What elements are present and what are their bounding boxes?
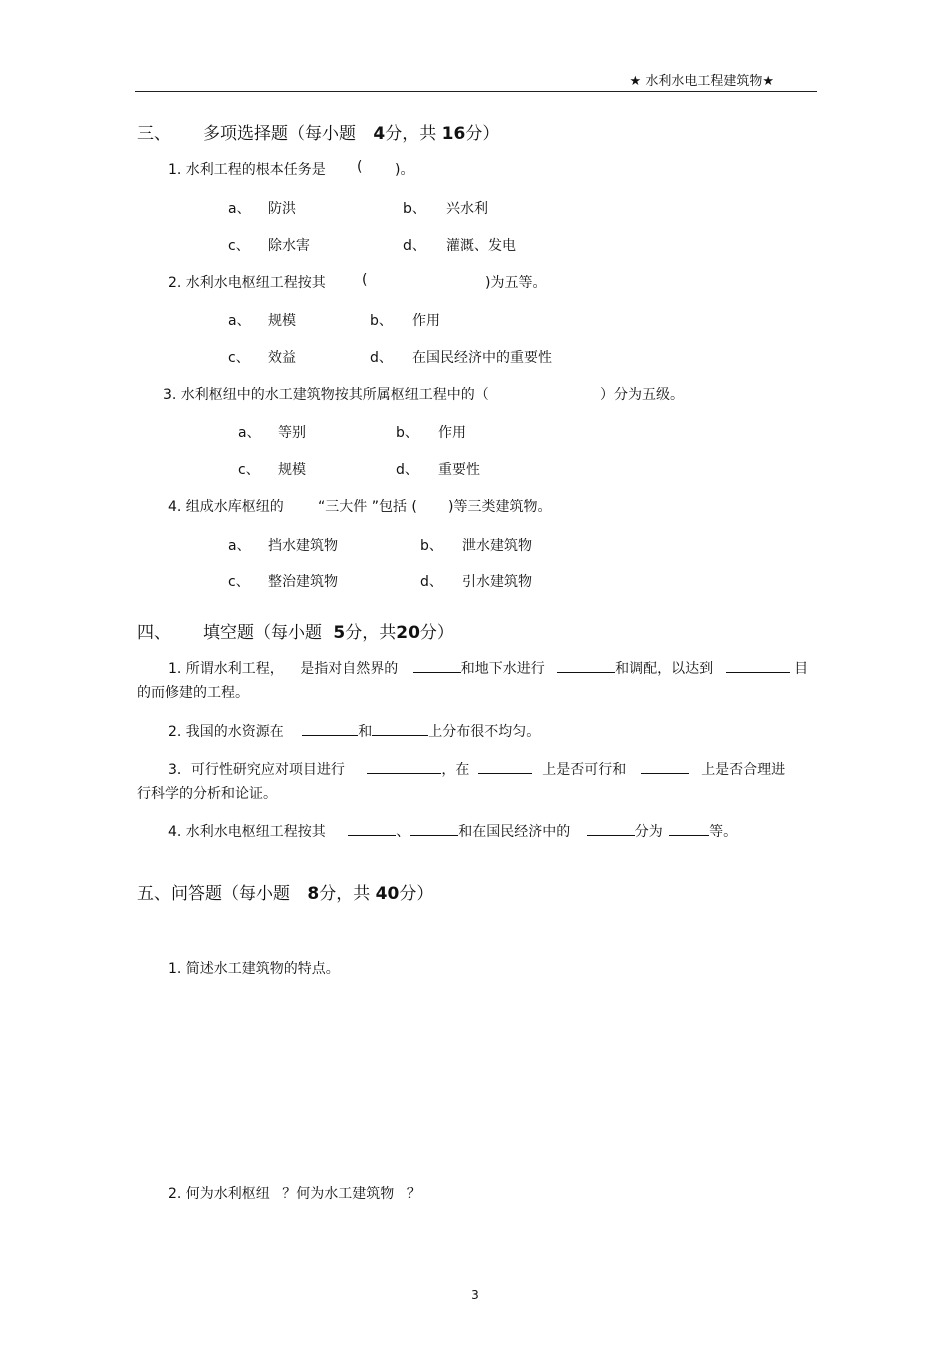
section-5-title-b: 分，共 — [319, 884, 371, 904]
header-title: ★ 水利水电工程建筑物★ — [629, 74, 774, 89]
section-5-total: 40 — [375, 884, 400, 904]
essay-q2-part-c: ？ — [406, 1186, 421, 1202]
option-letter: d、 — [396, 462, 419, 478]
question-3-3-paren-close: ）分为五级。 — [600, 387, 684, 403]
section-5-title — [137, 879, 433, 904]
option-text: 重要性 — [438, 462, 480, 478]
blank-line[interactable] — [587, 834, 635, 836]
section-3-title — [203, 119, 499, 144]
question-3-2-paren-open: ( — [362, 272, 368, 288]
option-text: 兴水利 — [446, 201, 488, 217]
fill-q4-part-e: 等。 — [709, 824, 738, 840]
question-3-4-quote: “三大件 ”包括 ( — [318, 499, 417, 515]
option-text: 整治建筑物 — [268, 574, 338, 590]
fill-q3-part-b: ，在 — [441, 762, 470, 778]
fill-q1-part-c: 和地下水进行 — [460, 661, 545, 677]
question-3-1: 1. 水利工程的根本任务是 — [168, 162, 326, 178]
fill-q4-part-c: 和在国民经济中的 — [458, 824, 571, 840]
section-3-total: 16 — [441, 124, 466, 144]
section-5-title-c: 分） — [399, 884, 434, 904]
blank-line[interactable] — [348, 834, 396, 836]
page-number: 3 — [471, 1288, 479, 1302]
option-letter: d、 — [403, 238, 426, 254]
option-letter: b、 — [370, 313, 393, 329]
header-divider — [135, 91, 817, 92]
fill-q4-part-a: 4. 水利水电枢纽工程按其 — [168, 824, 326, 840]
section-3-score: 4 — [373, 124, 386, 144]
question-3-4-tail: )等三类建筑物。 — [448, 499, 552, 515]
fill-q3-part-c: 上是否可行和 — [542, 762, 627, 778]
option-text: 效益 — [268, 350, 296, 366]
essay-q2-part-b: ？何为水工建筑物 — [282, 1186, 395, 1202]
fill-q1-part-e: 目 — [794, 661, 809, 677]
fill-q3-part-a: 3．可行性研究应对项目进行 — [168, 762, 345, 778]
option-letter: c、 — [228, 350, 250, 366]
option-letter: a、 — [238, 425, 261, 441]
section-4-total: 20 — [396, 623, 420, 643]
essay-question-2 — [168, 1183, 421, 1203]
section-4-title-a: 填空题（每小题 — [203, 623, 322, 643]
question-3-2-paren-close: )为五等。 — [485, 275, 547, 291]
question-3-4: 4. 组成水库枢纽的 — [168, 499, 284, 515]
option-text: 灌溉、发电 — [446, 238, 516, 254]
essay-q2-part-a: 2. 何为水利枢纽 — [168, 1186, 270, 1202]
blank-line[interactable] — [413, 671, 461, 673]
section-5-title-a: 五、问答题（每小题 — [137, 884, 290, 904]
fill-question-4 — [168, 821, 737, 841]
fill-q2-part-b: 和 — [358, 724, 373, 740]
option-text: 在国民经济中的重要性 — [412, 350, 552, 366]
section-4-title — [203, 618, 454, 643]
option-letter: a、 — [228, 538, 251, 554]
fill-q4-part-d: 分为 — [634, 824, 663, 840]
fill-q3-continuation: 行科学的分析和论证。 — [137, 786, 277, 802]
option-text: 引水建筑物 — [462, 574, 532, 590]
fill-q1-part-b: 是指对自然界的 — [300, 661, 399, 677]
question-3-1-paren-close: )。 — [395, 162, 415, 178]
option-letter: a、 — [228, 313, 251, 329]
blank-line[interactable] — [410, 834, 458, 836]
question-3-2: 2. 水利水电枢纽工程按其 — [168, 275, 326, 291]
blank-line[interactable] — [669, 834, 709, 836]
section-4-title-b: 分，共 — [345, 623, 397, 643]
blank-line[interactable] — [367, 772, 441, 774]
option-letter: c、 — [228, 574, 250, 590]
option-text: 作用 — [412, 313, 440, 329]
option-letter: b、 — [420, 538, 443, 554]
option-letter: b、 — [403, 201, 426, 217]
option-text: 泄水建筑物 — [462, 538, 532, 554]
section-4-score: 5 — [333, 623, 346, 643]
option-text: 规模 — [278, 462, 306, 478]
fill-q4-part-b: 、 — [396, 824, 411, 840]
section-4-number: 四、 — [137, 623, 171, 643]
question-3-3: 3. 水利枢纽中的水工建筑物按其所属枢纽工程中的（ — [163, 387, 489, 403]
option-text: 等别 — [278, 425, 306, 441]
fill-q1-continuation: 的而修建的工程。 — [137, 685, 249, 701]
fill-q3-part-d: 上是否合理进 — [701, 762, 786, 778]
blank-line[interactable] — [372, 734, 428, 736]
section-3-title-a: 多项选择题（每小题 — [203, 124, 356, 144]
section-4-title-c: 分） — [419, 623, 454, 643]
option-letter: c、 — [238, 462, 260, 478]
blank-line[interactable] — [641, 772, 689, 774]
fill-question-2 — [168, 721, 540, 741]
question-3-1-paren-open: ( — [357, 159, 363, 175]
blank-line[interactable] — [478, 772, 532, 774]
blank-line[interactable] — [302, 734, 358, 736]
section-3-number: 三、 — [137, 124, 171, 144]
fill-question-3 — [168, 759, 785, 779]
option-letter: b、 — [396, 425, 419, 441]
blank-line[interactable] — [557, 671, 615, 673]
option-letter: c、 — [228, 238, 250, 254]
option-letter: d、 — [420, 574, 443, 590]
option-letter: d、 — [370, 350, 393, 366]
section-3-title-b: 分，共 — [385, 124, 437, 144]
fill-q1-part-d: 和调配，以达到 — [615, 661, 714, 677]
section-3-title-c: 分） — [465, 124, 500, 144]
essay-question-1: 1. 简述水工建筑物的特点。 — [168, 961, 340, 977]
fill-q1-part-a: 1. 所谓水利工程， — [168, 661, 284, 677]
fill-q2-part-a: 2. 我国的水资源在 — [168, 724, 284, 740]
option-text: 挡水建筑物 — [268, 538, 338, 554]
option-letter: a、 — [228, 201, 251, 217]
blank-line[interactable] — [726, 671, 790, 673]
option-text: 作用 — [438, 425, 466, 441]
section-5-score: 8 — [307, 884, 320, 904]
option-text: 除水害 — [268, 238, 310, 254]
fill-question-1 — [168, 658, 808, 678]
option-text: 规模 — [268, 313, 296, 329]
fill-q2-part-c: 上分布很不均匀。 — [428, 724, 541, 740]
option-text: 防洪 — [268, 201, 296, 217]
